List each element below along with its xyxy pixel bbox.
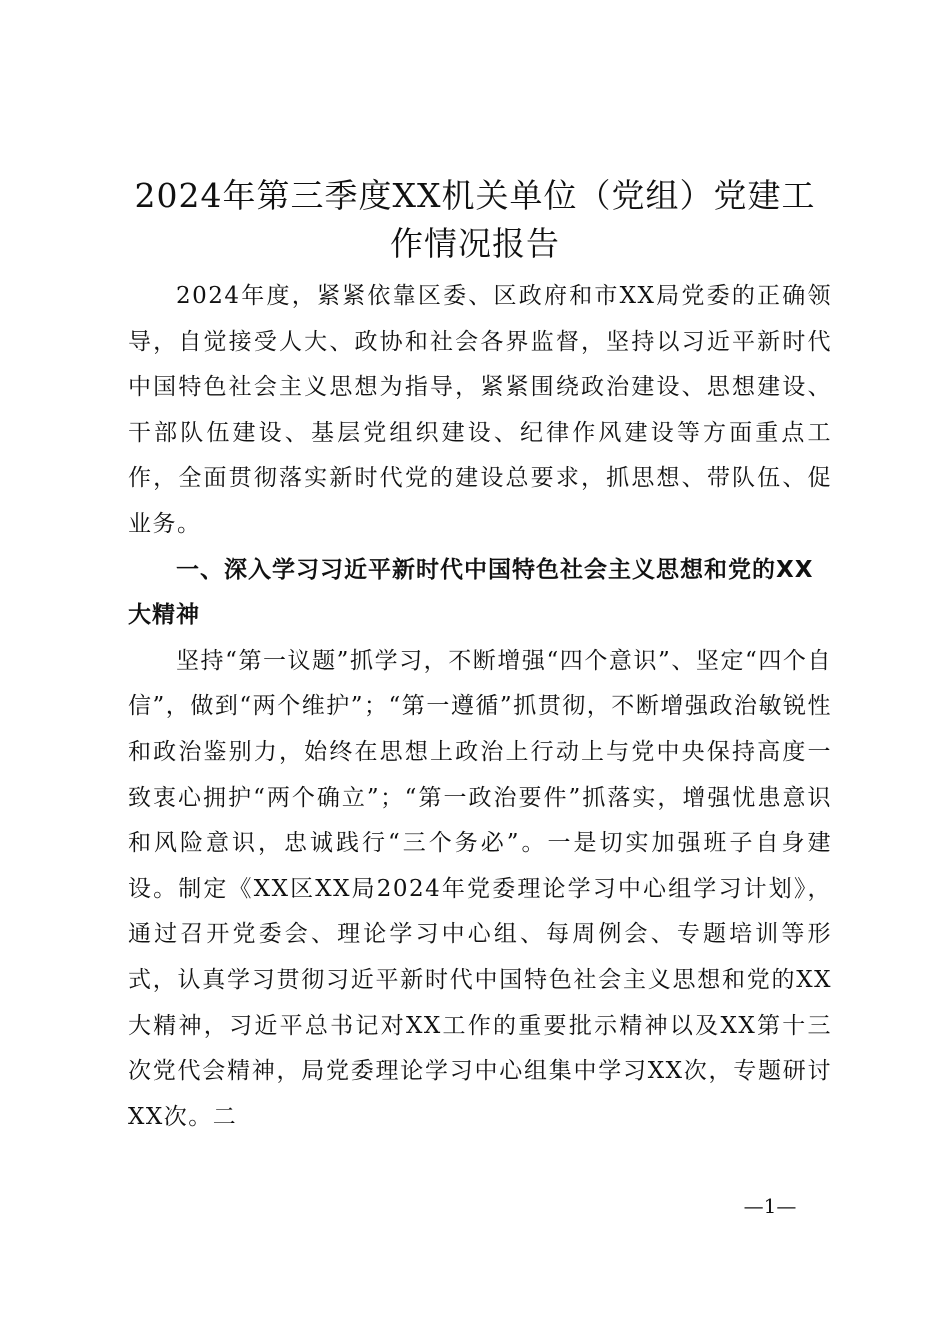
document-title: 2024年第三季度XX机关单位（党组）党建工作情况报告: [134, 176, 816, 263]
intro-paragraph: 2024年度，紧紧依靠区委、区政府和市XX局党委的正确领导，自觉接受人大、政协和社会各界监督，坚持以习近平新时代中国特色社会主义思想为指导，紧紧围绕政治建设、思想建设、干部队伍建设、基层党组织建设、纪律作风建设等方面重点工作，全面贯彻落实新时代党的建设总要求，抓思想、带队伍、促业务。: [128, 283, 832, 537]
page-number: —1—: [743, 1194, 797, 1218]
document-body: [128, 274, 832, 1140]
section-heading: 一、深入学习习近平新时代中国特色社会主义思想和党的XX大精神: [128, 556, 814, 629]
section-paragraph: 坚持“第一议题”抓学习，不断增强“四个意识”、坚定“四个自信”，做到“两个维护”；“第一遵循”抓贯彻，不断增强政治敏锐性和政治鉴别力，始终在思想上政治上行动上与党中央保持高度一致衷心拥护“两个确立”；“第一政治要件”抓落实，增强忧患意识和风险意识，忠诚践行“三个务必”。一是切实加强班子自身建设。制定《XX区XX局2024年党委理论学习中心组学习计划》，通过召开党委会、理论学习中心组、每周例会、专题培训等形式，认真学习贯彻习近平新时代中国特色社会主义思想和党的XX大精神，习近平总书记对XX工作的重要批示精神以及XX第十三次党代会精神，局党委理论学习中心组集中学习XX次，专题研讨XX次。二: [128, 647, 832, 1130]
